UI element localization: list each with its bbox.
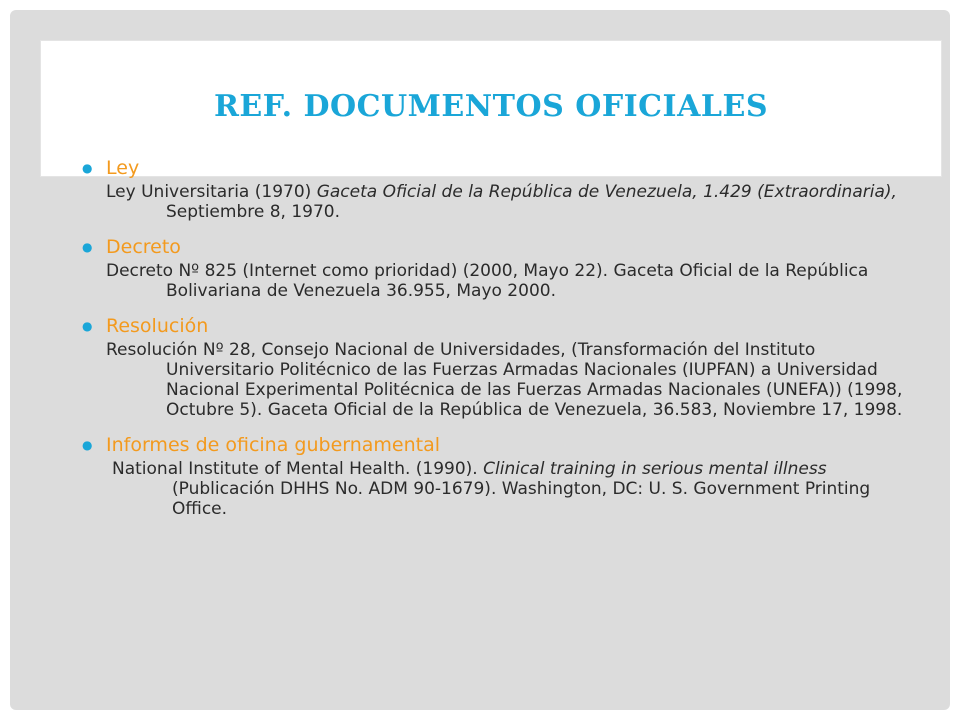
reference-italic-text: Gaceta Oficial de la República de Venezuela, 1.429 (Extraordinaria), [316,182,897,202]
reference-text: Septiembre 8, 1970. [166,202,341,222]
reference-entry [106,261,927,301]
section-heading [82,156,927,180]
section-ley [82,156,927,222]
reference-text: Resolución Nº 28, Consejo Nacional de Universidades, (Transformación del Instituto Universitario Politécnico de las Fuerzas Armadas Nacionales (IUPFAN) a Universidad Nacional Experimental Politécnica de las Fuerzas Armadas Nacionales (UNEFA)) (1998, Octubre 5). Gaceta Oficial de la República de Venezuela, 36.583, Noviembre 17, 1998. [106,340,903,420]
reference-text: (Publicación DHHS No. ADM 90-1679). Washington, DC: U. S. Government Printing Office. [172,479,871,519]
slide-title: REF. DOCUMENTOS OFICIALES [214,89,768,124]
bullet-icon: ● [82,240,93,254]
reference-text: Ley Universitaria (1970) [106,182,317,202]
bullet-icon: ● [82,319,93,333]
section-informes [82,433,927,519]
section-heading [82,433,927,457]
bullet-icon: ● [82,161,93,175]
reference-entry [112,459,927,519]
reference-entry [106,182,927,222]
section-heading [82,314,927,338]
section-heading-label: Decreto [106,236,181,258]
section-heading [82,235,927,259]
reference-list [82,156,927,532]
section-heading-label: Ley [106,157,140,179]
section-heading-label: Informes de oficina gubernamental [106,434,441,456]
slide [10,10,950,710]
section-resolucion [82,314,927,420]
reference-entry [106,340,927,420]
bullet-icon: ● [82,438,93,452]
reference-italic-text: Clinical training in serious mental illness [483,459,827,479]
section-heading-label: Resolución [106,315,209,337]
reference-text: National Institute of Mental Health. (1990). [112,459,484,479]
section-decreto [82,235,927,301]
reference-text: Decreto Nº 825 (Internet como prioridad) (2000, Mayo 22). Gaceta Oficial de la República Bolivariana de Venezuela 36.955, Mayo 2000. [106,261,869,301]
